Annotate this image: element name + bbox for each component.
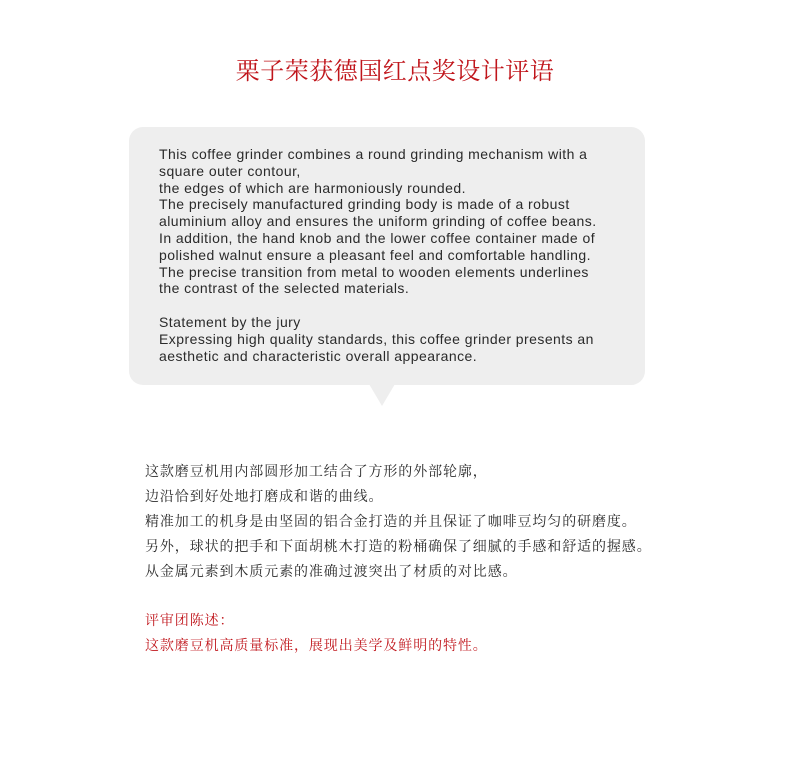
chinese-paragraph-line: 另外，球状的把手和下面胡桃木打造的粉桶确保了细腻的手感和舒适的握感。 (145, 539, 652, 555)
paragraph-spacer (159, 297, 625, 314)
english-paragraph-line: polished walnut ensure a pleasant feel and comfortable handling. (159, 246, 591, 263)
speech-bubble-tail (369, 384, 395, 406)
chinese-jury-statement (145, 609, 705, 659)
english-paragraph-line: The precise transition from metal to wooden elements underlines (159, 263, 589, 280)
english-paragraph-line: the contrast of the selected materials. (159, 280, 410, 297)
chinese-jury-statement-text: 这款磨豆机高质量标准，展现出美学及鲜明的特性。 (145, 638, 488, 654)
english-jury-statement-line: Expressing high quality standards, this coffee grinder presents an (159, 330, 594, 347)
chinese-translation (145, 460, 705, 585)
chinese-paragraph-line: 从金属元素到木质元素的准确过渡突出了材质的对比感。 (145, 564, 518, 580)
english-paragraph-line: aluminium alloy and ensures the uniform grinding of coffee beans. (159, 213, 597, 230)
chinese-paragraph-line: 精准加工的机身是由坚固的铝合金打造的并且保证了咖啡豆均匀的研磨度。 (145, 514, 637, 530)
page-title: 栗子荣获德国红点奖设计评语 (235, 57, 555, 85)
chinese-jury-heading: 评审团陈述： (145, 613, 235, 629)
english-paragraph-line: In addition, the hand knob and the lower coffee container made of (159, 229, 596, 246)
english-jury-statement-line: aesthetic and characteristic overall appearance. (159, 347, 478, 364)
chinese-paragraph-line: 边沿恰到好处地打磨成和谐的曲线。 (145, 489, 384, 505)
english-paragraph-line: The precisely manufactured grinding body is made of a robust (159, 196, 570, 213)
chinese-paragraph-line: 这款磨豆机用内部圆形加工结合了方形的外部轮廓， (145, 464, 488, 480)
english-quote-bubble (129, 127, 645, 385)
english-jury-heading: Statement by the jury (159, 313, 301, 330)
english-paragraph-line: square outer contour, (159, 162, 301, 179)
english-paragraph-line: the edges of which are harmoniously rounded. (159, 179, 466, 196)
english-paragraph-line: This coffee grinder combines a round grinding mechanism with a (159, 146, 588, 162)
